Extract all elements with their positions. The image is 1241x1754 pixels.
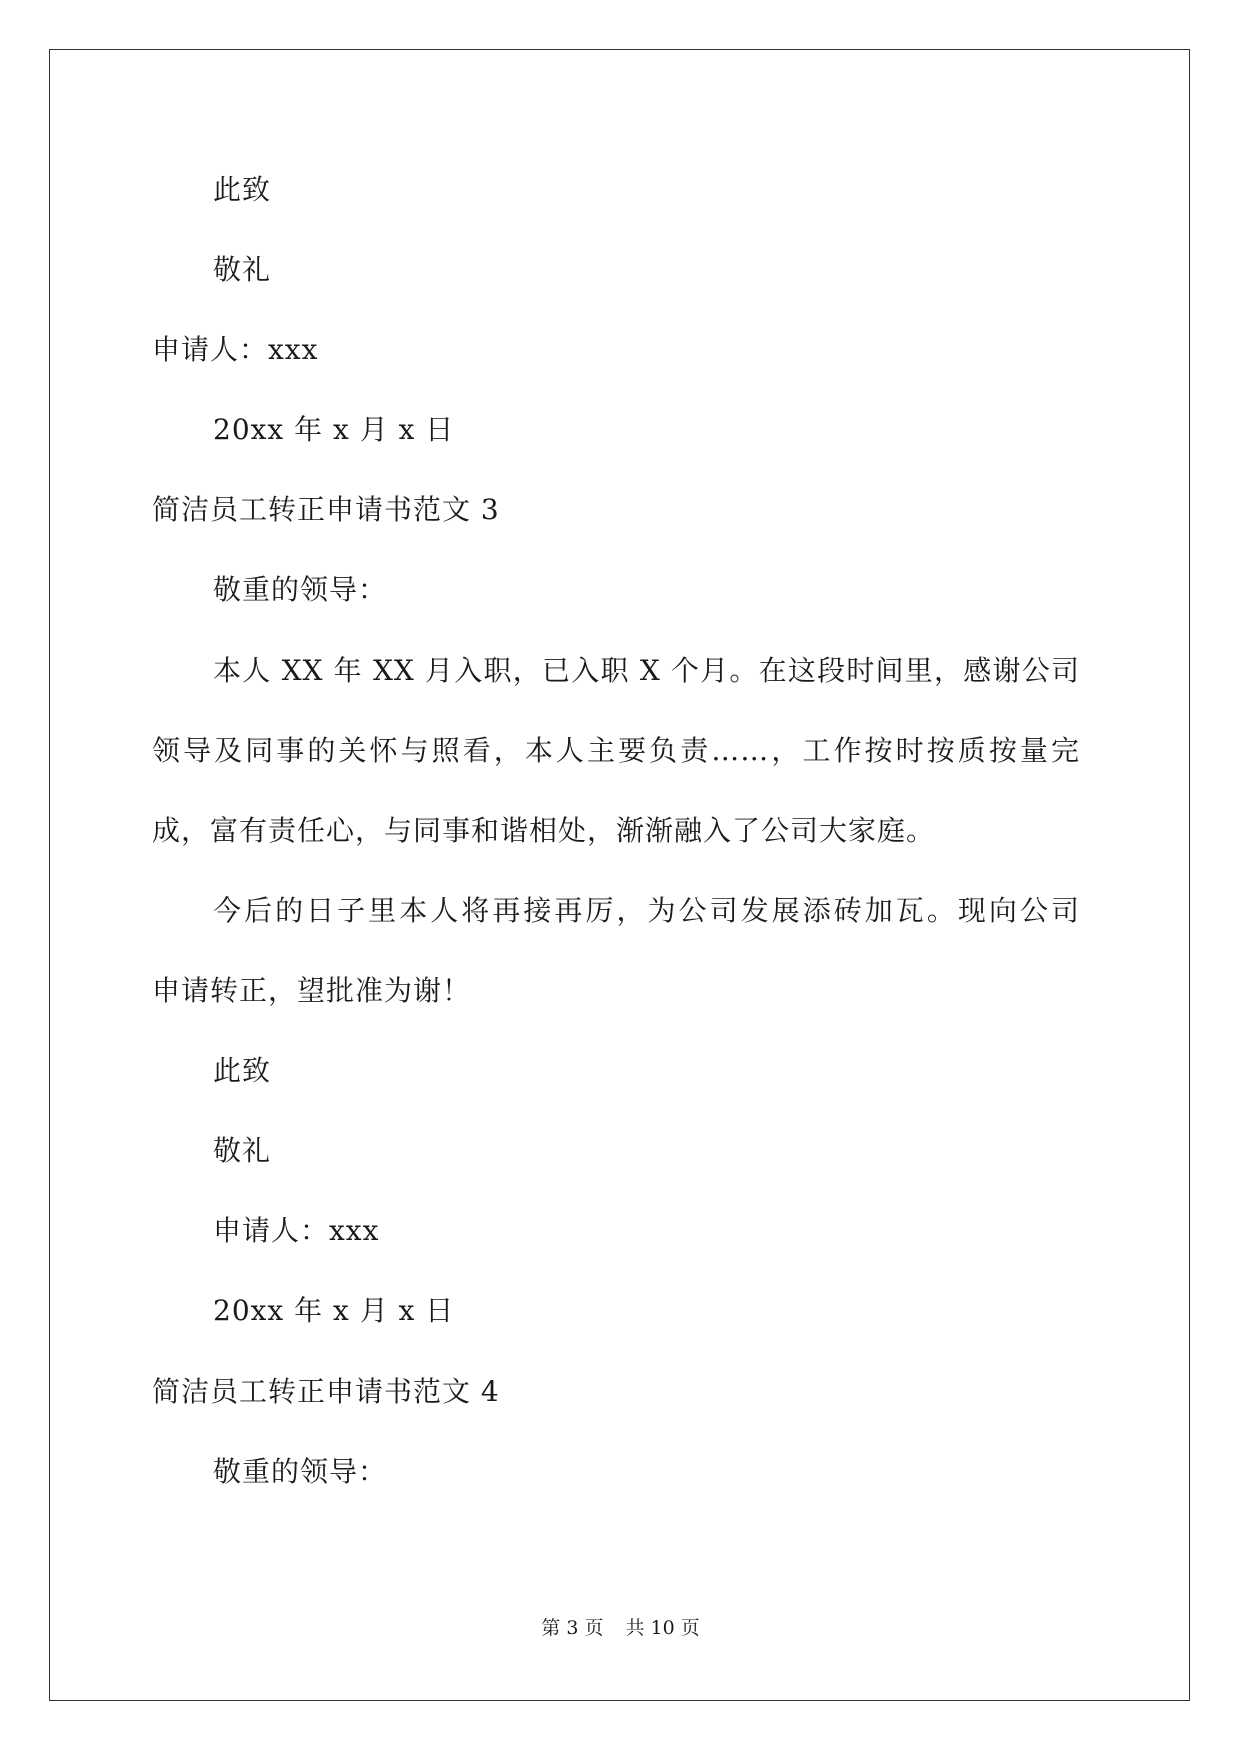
body-paragraph-line: 成，富有责任心，与同事和谐相处，渐渐融入了公司大家庭。 <box>152 814 936 847</box>
greeting-line: 敬重的领导： <box>213 573 388 606</box>
closing-salutation: 此致 <box>213 173 272 206</box>
closing-salutation: 此致 <box>213 1054 272 1087</box>
date-line: 20xx 年 x 月 x 日 <box>213 1294 455 1327</box>
applicant-line: 申请人：xxx <box>213 1214 380 1247</box>
body-paragraph-line: 今后的日子里本人将再接再厉，为公司发展添砖加瓦。现向公司 <box>213 894 1080 927</box>
section-heading: 简洁员工转正申请书范文 3 <box>152 493 500 526</box>
closing-regards: 敬礼 <box>213 253 272 286</box>
closing-regards: 敬礼 <box>213 1134 272 1167</box>
body-paragraph-line: 本人 XX 年 XX 月入职，已入职 X 个月。在这段时间里，感谢公司 <box>213 654 1080 687</box>
body-paragraph-line: 领导及同事的关怀与照看，本人主要负责……，工作按时按质按量完 <box>152 734 1080 767</box>
applicant-line: 申请人：xxx <box>152 333 319 366</box>
body-paragraph-line: 申请转正，望批准为谢！ <box>152 974 472 1007</box>
page-number: 第 3 页 <box>541 1617 604 1639</box>
page-total: 共 10 页 <box>625 1617 700 1639</box>
page-footer <box>0 1615 1241 1641</box>
date-line: 20xx 年 x 月 x 日 <box>213 413 455 446</box>
greeting-line: 敬重的领导： <box>213 1455 388 1488</box>
section-heading: 简洁员工转正申请书范文 4 <box>152 1375 500 1408</box>
